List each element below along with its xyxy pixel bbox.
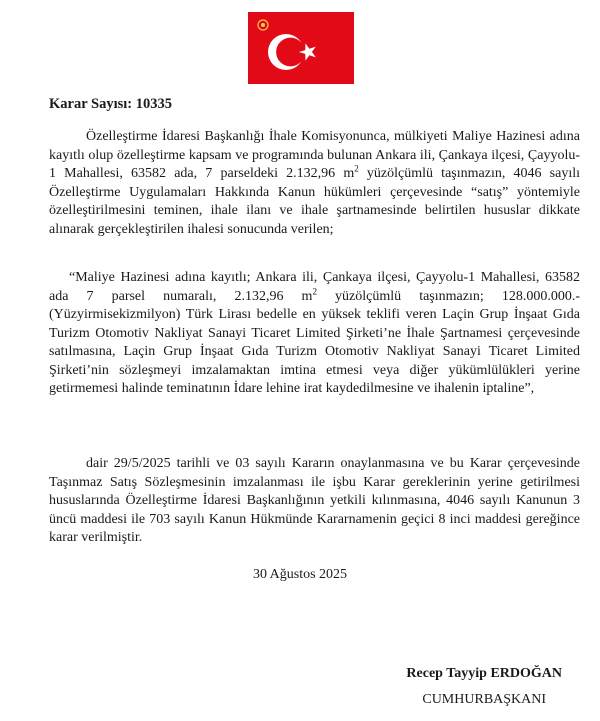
signature-block bbox=[406, 664, 562, 708]
unit-superscript: 2 bbox=[312, 285, 317, 296]
unit-superscript: 2 bbox=[354, 163, 359, 174]
signer-surname: ERDOĞAN bbox=[490, 666, 562, 681]
paragraph-intro-text: Özelleştirme İdaresi Başkanlığı İhale Komisyonunca, mülkiyeti Maliye Hazinesi adına kayıtlı olup özelleştirme kapsam ve programında bulunan Ankara ili, Çankaya ilçesi, Çayyolu-1 Mahallesi, 63582 ada, 7 parseldeki 2.132,96 m bbox=[49, 129, 580, 181]
paragraph-quoted-text-cont: yüzölçümlü taşınmazın; 128.000.000.- (Yüzyirmisekizmilyon) Türk Lirası bedelle en yüksek teklifi veren Laçin Grup İnşaat Gıda Turizm Otomotiv Nakliyat Sanayi Ticaret Limited Şirketi’ne İhale Şartnamesi çerçevesinde satılmasına, Laçin Grup İnşaat Gıda Turizm Otomotiv Nakliyat Sanayi Ticaret Limited Şirketi’nin sözleşmeyi imzalamaktan imtina etmesi veya diğer yükümlülükleri yerine getirmemesi halinde teminatının İdare lehine irat kaydedilmesine ve ihalenin iptaline”, bbox=[49, 288, 580, 396]
signer-title: CUMHURBAŞKANI bbox=[422, 692, 547, 707]
signer-name bbox=[406, 664, 562, 684]
decision-date: 30 Ağustos 2025 bbox=[252, 567, 348, 582]
paragraph-intro bbox=[49, 128, 580, 239]
decision-number: Karar Sayısı: 10335 bbox=[49, 96, 172, 112]
paragraph-quoted-text: “Maliye Hazinesi adına kayıtlı; Ankara ili, Çankaya ilçesi, Çayyolu-1 Mahallesi, 63582 ada 7 parsel numaralı, 2.132,96 m bbox=[49, 270, 580, 304]
paragraph-resolution: dair 29/5/2025 tarihli ve 03 sayılı Kararın onaylanmasına ve bu Karar çerçevesinde Taşınmaz Satış Sözleşmesinin imzalanması ile işbu Karar gereklerinin yerine getirilmesi hususlarında Özelleştirme İdaresi Başkanlığının yetkili kılınmasına, 4046 sayılı Kanunun 3 üncü maddesi ile 703 sayılı Kanun Hükmünde Kararnamenin geçici 8 inci maddesi gereğince karar verilmiştir. bbox=[49, 456, 580, 545]
paragraph-intro-text-cont: yüzölçümlü taşınmazın, 4046 sayılı Özelleştirme Uygulamaları Hakkında Kanun hükümleri çerçevesinde “satış” yöntemiyle özelleştirilmesini teminen, ihale ilanı ve ihale şartnamesinde belirtilen hususlar dikkate alınarak gerçekleştirilen ihalesi sonucunda verilen; bbox=[49, 166, 581, 237]
turkish-flag-emblem bbox=[248, 12, 354, 84]
signer-given-name: Recep Tayyip bbox=[406, 666, 491, 681]
paragraph-quoted-decision bbox=[49, 269, 580, 399]
